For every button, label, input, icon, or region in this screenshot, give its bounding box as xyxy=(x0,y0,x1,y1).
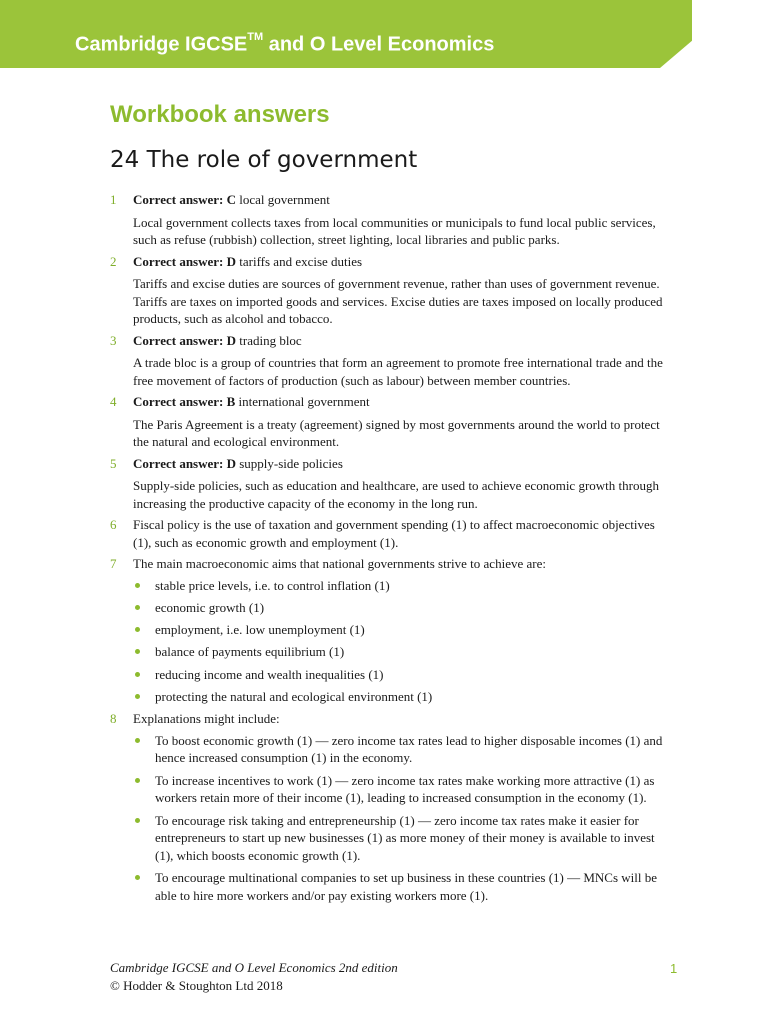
question-2 xyxy=(110,253,670,328)
trademark-mark: TM xyxy=(247,31,264,43)
bullet-icon xyxy=(135,649,140,654)
bullet-icon xyxy=(135,627,140,632)
answer-line: Correct answer: D supply-side policies xyxy=(133,455,343,471)
question-number: 5 xyxy=(110,455,117,471)
list-item: To encourage multinational companies to set up business in these countries (1) — MNCs will be able to hire more workers and/or pay existing workers more (1). xyxy=(133,869,670,904)
question-6 xyxy=(110,516,670,551)
answer-line: Correct answer: D tariffs and excise duties xyxy=(133,253,363,269)
list-item: balance of payments equilibrium (1) xyxy=(133,643,670,661)
bullet-list xyxy=(133,732,670,905)
question-7 xyxy=(110,555,670,705)
bullet-icon xyxy=(135,583,140,588)
banner-title: Cambridge IGCSE™ and O Level Economics xyxy=(75,31,495,56)
answer-explanation: Tariffs and excise duties are sources of government revenue, rather than uses of government revenue. Tariffs are taxes on imported goods and services. Excise duties are taxes imposed on locally produced products, such as alcohol and tobacco. xyxy=(133,276,663,326)
answer-explanation: A trade bloc is a group of countries that form an agreement to promote free international trade and the free movement of factors of production (such as labour) between member countries. xyxy=(133,355,663,388)
answer-text: Fiscal policy is the use of taxation and government spending (1) to affect macroeconomic objectives (1), such as economic growth and employment (1). xyxy=(133,517,655,550)
question-number: 4 xyxy=(110,394,117,409)
footer-copyright: © Hodder & Stoughton Ltd 2018 xyxy=(110,978,283,993)
answer-explanation: The Paris Agreement is a treaty (agreement) signed by most governments around the world to protect the natural and ecological environment. xyxy=(133,416,660,449)
list-item: economic growth (1) xyxy=(133,599,670,617)
answer-explanation: Local government collects taxes from local communities or municipals to fund local public services, such as refuse (rubbish) collection, street lighting, local libraries and public parks. xyxy=(133,214,656,247)
question-number: 7 xyxy=(110,556,117,571)
answers-list xyxy=(110,191,670,909)
bullet-icon xyxy=(135,738,140,743)
list-item: employment, i.e. low unemployment (1) xyxy=(133,621,670,639)
list-item: stable price levels, i.e. to control inflation (1) xyxy=(133,577,670,595)
bullet-icon xyxy=(135,672,140,677)
question-number: 8 xyxy=(110,711,117,727)
question-3 xyxy=(110,332,670,390)
question-number: 2 xyxy=(110,253,117,269)
question-number: 1 xyxy=(110,192,117,207)
answer-line: Correct answer: C local government xyxy=(133,192,330,207)
bullet-icon xyxy=(135,605,140,610)
bullet-icon xyxy=(135,818,140,823)
answer-line: Correct answer: D trading bloc xyxy=(133,332,302,348)
list-item: To increase incentives to work (1) — zero income tax rates make working more attractive (1) as workers retain more of their income (1), leading to increased consumption in the economy (1). xyxy=(133,772,670,807)
list-item: reducing income and wealth inequalities (1) xyxy=(133,666,670,684)
answer-line: Correct answer: B international government xyxy=(133,394,370,409)
question-5 xyxy=(110,455,670,513)
bullet-list xyxy=(133,577,670,706)
chapter-title: 24 The role of government xyxy=(110,147,418,173)
question-number: 6 xyxy=(110,517,117,532)
footer-edition: Cambridge IGCSE and O Level Economics 2nd edition xyxy=(110,960,398,975)
section-heading: Workbook answers xyxy=(110,101,330,128)
page-footer xyxy=(110,959,398,995)
bullet-icon xyxy=(135,694,140,699)
question-1 xyxy=(110,191,670,249)
question-8 xyxy=(110,710,670,904)
answer-text: The main macroeconomic aims that national governments strive to achieve are: xyxy=(133,556,546,571)
list-item: protecting the natural and ecological environment (1) xyxy=(133,688,670,706)
bullet-icon xyxy=(135,875,140,880)
bullet-icon xyxy=(135,778,140,783)
page-number: 1 xyxy=(670,961,678,976)
question-4 xyxy=(110,393,670,451)
list-item: To encourage risk taking and entrepreneurship (1) — zero income tax rates make it easier for entrepreneurs to start up new businesses (1) as more money of their money is available to invest (1), which boosts economic growth (1). xyxy=(133,812,670,865)
answer-explanation: Supply-side policies, such as education and healthcare, are used to achieve economic growth through increasing the productive capacity of the economy in the long run. xyxy=(133,478,659,511)
question-number: 3 xyxy=(110,332,117,348)
list-item: To boost economic growth (1) — zero income tax rates lead to higher disposable incomes (1) and hence increased consumption (1) in the economy. xyxy=(133,732,670,767)
answer-text: Explanations might include: xyxy=(133,711,280,727)
